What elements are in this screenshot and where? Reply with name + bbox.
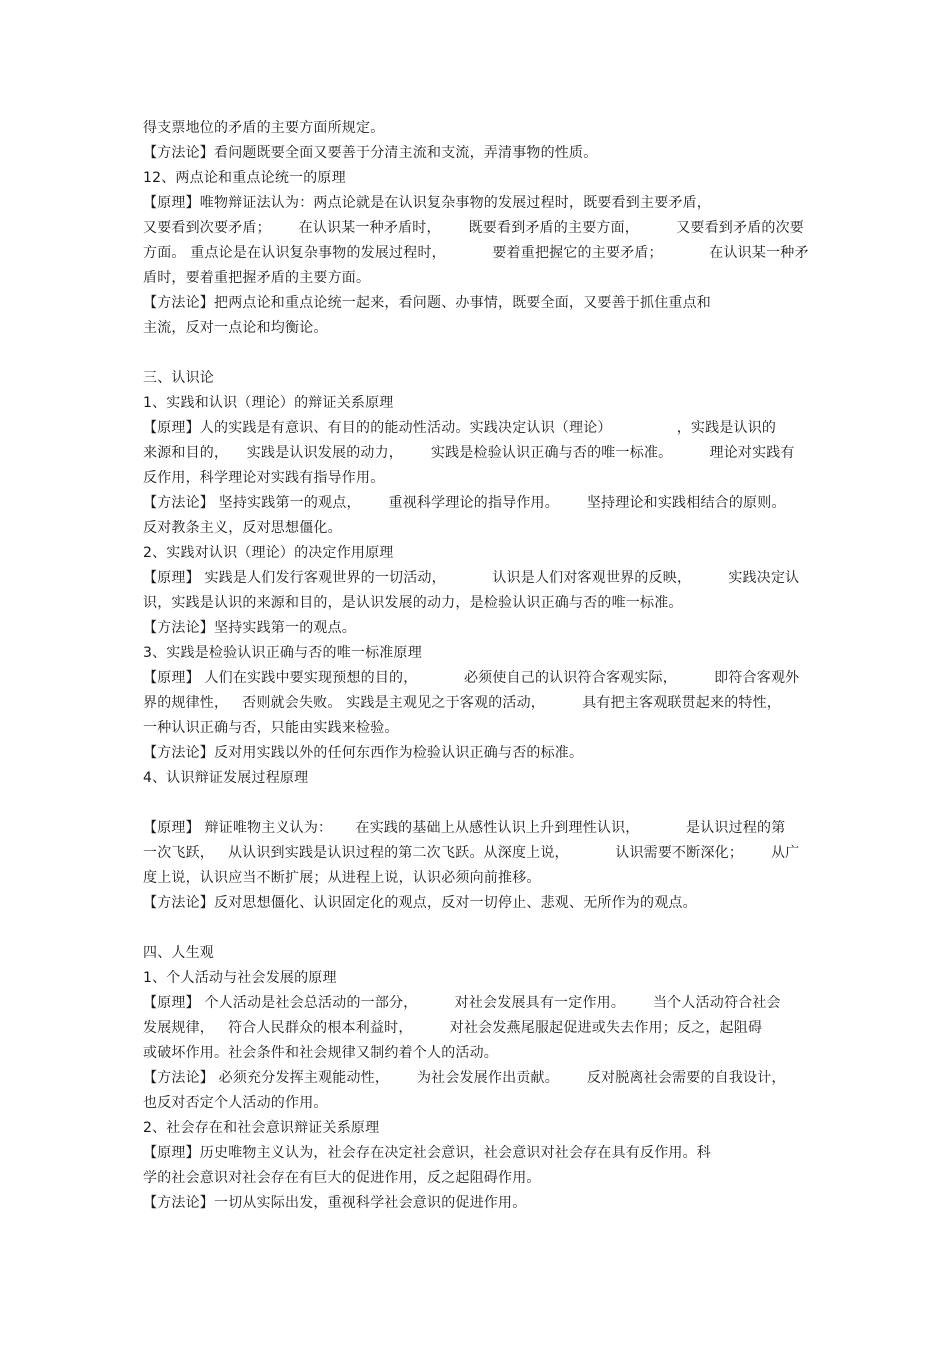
section-heading: 4、认识辩证发展过程原理 — [143, 770, 309, 786]
chapter-heading: 三、认识论 — [143, 370, 214, 386]
section-heading: 2、实践对认识（理论）的决定作用原理 — [143, 545, 394, 561]
text-line: 【原理】唯物辩证法认为：两点论就是在认识复杂事物的发展过程时，既要看到主要矛盾， — [143, 195, 711, 211]
chapter-heading: 四、人生观 — [143, 945, 214, 961]
text-line: 【方法论】 坚持实践第一的观点， 重视科学理论的指导作用。 坚持理论和实践相结合的原则。 — [143, 495, 786, 511]
text-line: 度上说，认识应当不断扩展；从进程上说，认识必须向前推移。 — [143, 870, 541, 886]
text-line: 或破坏作用。社会条件和社会规律又制约着个人的活动。 — [143, 1045, 498, 1061]
text-line: 盾时，要着重把握矛盾的主要方面。 — [143, 270, 371, 286]
text-line: 【方法论】 必须充分发挥主观能动性， 为社会发展作出贡献。 反对脱离社会需要的自我设计， — [143, 1070, 786, 1086]
text-line: 一次飞跃， 从认识到实践是认识过程的第二次飞跃。从深度上说， 认识需要不断深化； 从广 — [143, 845, 800, 861]
text-line: 【原理】 人们在实践中要实现预想的目的， 必须使自己的认识符合客观实际， 即符合客观外 — [143, 670, 800, 686]
text-line: 【原理】 实践是人们发行客观世界的一切活动， 认识是人们对客观世界的反映， 实践决定认 — [143, 570, 800, 586]
section-heading: 1、实践和认识（理论）的辩证关系原理 — [143, 395, 394, 411]
text-line: 【原理】 辩证唯物主义认为： 在实践的基础上从感性认识上升到理性认识， 是认识过程的第 — [143, 820, 786, 836]
text-line: 反作用，科学理论对实践有指导作用。 — [143, 470, 385, 486]
text-line: 发展规律， 符合人民群众的根本利益时， 对社会发燕尾服起促进或失去作用；反之，起阻碍 — [143, 1020, 763, 1036]
text-line: 一种认识正确与否，只能由实践来检验。 — [143, 720, 399, 736]
text-line: 【方法论】反对思想僵化、认识固定化的观点，反对一切停止、悲观、无所作为的观点。 — [143, 895, 697, 911]
text-line: 【方法论】看问题既要全面又要善于分清主流和支流，弄清事物的性质。 — [143, 145, 598, 161]
text-line: 【方法论】坚持实践第一的观点。 — [143, 620, 356, 636]
text-line: 也反对否定个人活动的作用。 — [143, 1095, 328, 1111]
text-line: 【方法论】反对用实践以外的任何东西作为检验认识正确与否的标准。 — [143, 745, 584, 761]
text-line: 【原理】 个人活动是社会总活动的一部分， 对社会发展具有一定作用。 当个人活动符合社会 — [143, 995, 781, 1011]
text-line: 【原理】人的实践是有意识、有目的的能动性活动。实践决定认识（理论） ，实践是认识的 — [143, 420, 777, 436]
text-line: 来源和目的， 实践是认识发展的动力， 实践是检验认识正确与否的唯一标准。 理论对实践有 — [143, 445, 795, 461]
text-line: 【方法论】把两点论和重点论统一起来，看问题、办事情，既要全面，又要善于抓住重点和 — [143, 295, 711, 311]
text-line: 学的社会意识对社会存在有巨大的促进作用，反之起阻碍作用。 — [143, 1170, 541, 1186]
section-heading: 1、个人活动与社会发展的原理 — [143, 970, 337, 986]
section-heading: 2、社会存在和社会意识辩证关系原理 — [143, 1120, 380, 1136]
text-line: 又要看到次要矛盾； 在认识某一种矛盾时， 既要看到矛盾的主要方面， 又要看到矛盾的次要 — [143, 220, 805, 236]
text-line: 主流，反对一点论和均衡论。 — [143, 320, 328, 336]
section-heading: 12、两点论和重点论统一的原理 — [143, 170, 346, 186]
text-line: 方面。 重点论是在认识复杂事物的发展过程时， 要着重把握它的主要矛盾； 在认识某一种矛 — [143, 245, 809, 261]
text-line: 【方法论】一切从实际出发，重视科学社会意识的促进作用。 — [143, 1195, 527, 1211]
text-line: 识，实践是认识的来源和目的，是认识发展的动力，是检验认识正确与否的唯一标准。 — [143, 595, 683, 611]
text-line: 反对教条主义，反对思想僵化。 — [143, 520, 342, 536]
section-heading: 3、实践是检验认识正确与否的唯一标准原理 — [143, 645, 422, 661]
text-line: 界的规律性， 否则就会失败。 实践是主观见之于客观的活动， 具有把主客观联贯起来的特性， — [143, 695, 781, 711]
text-line: 得支票地位的矛盾的主要方面所规定。 — [143, 120, 385, 136]
text-line: 【原理】历史唯物主义认为，社会存在决定社会意识，社会意识对社会存在具有反作用。科 — [143, 1145, 711, 1161]
